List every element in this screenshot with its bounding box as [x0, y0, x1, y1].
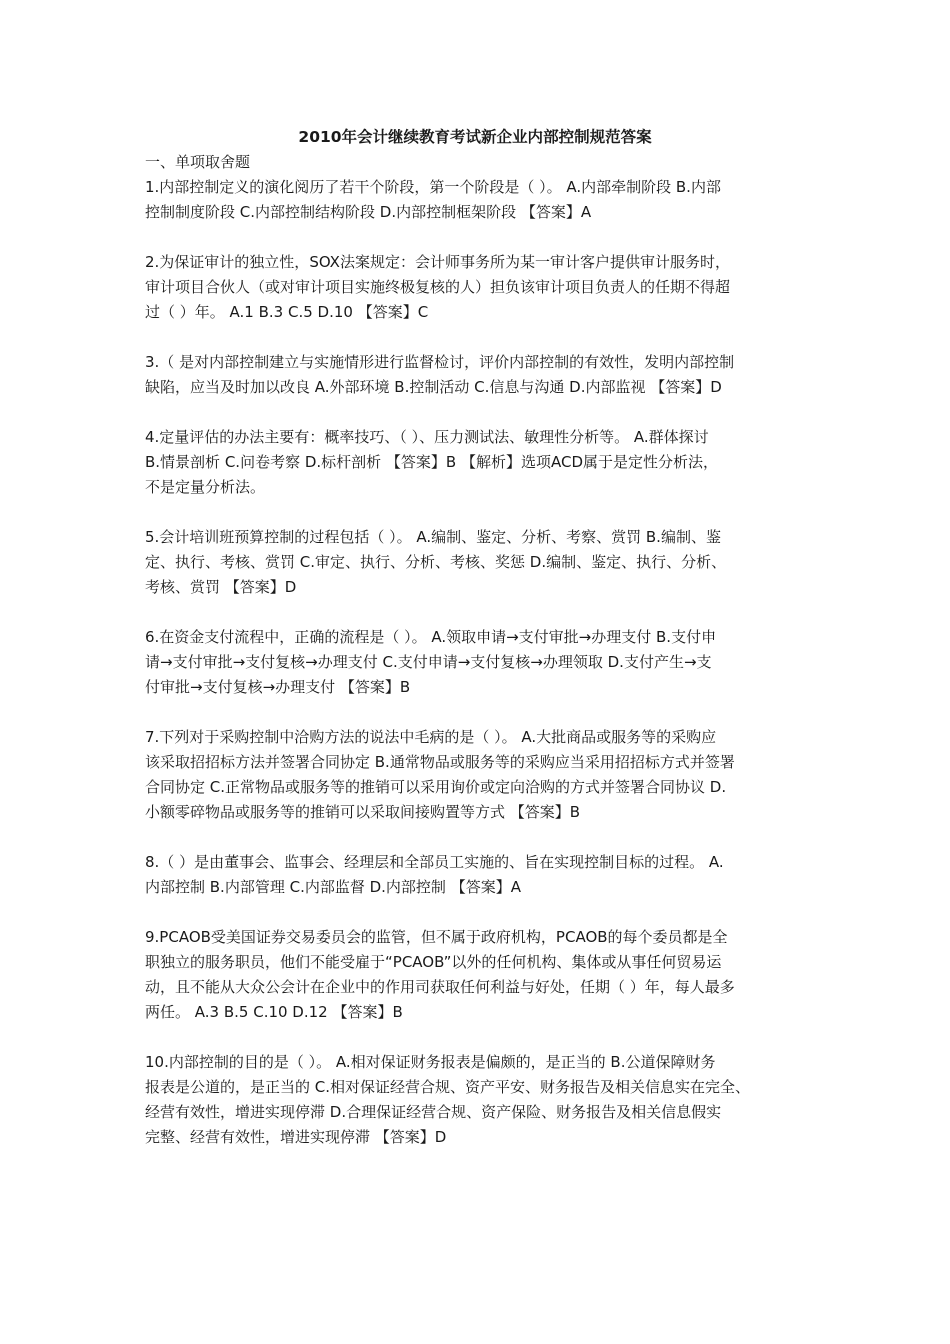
question-7 — [145, 725, 817, 825]
document-body — [145, 150, 817, 1150]
question-line: 报表是公道的，是正当的 C.相对保证经营合规、资产平安、财务报告及相关信息实在完全、 — [145, 1078, 751, 1096]
question-line: 考核、赏罚 【答案】D — [145, 578, 297, 596]
question-line: 1.内部控制定义的演化阅历了若干个阶段，第一个阶段是（ ）。 A.内部牵制阶段 B.内部 — [145, 178, 721, 196]
question-line: 过（ ）年。 A.1 B.3 C.5 D.10 【答案】C — [145, 303, 429, 321]
question-1 — [145, 175, 817, 225]
question-line: 5.会计培训班预算控制的过程包括（ ）。 A.编制、鉴定、分析、考察、赏罚 B.编制、鉴 — [145, 528, 721, 546]
question-line: 审计项目合伙人（或对审计项目实施终极复核的人）担负该审计项目负责人的任期不得超 — [145, 278, 731, 296]
question-8 — [145, 850, 817, 900]
question-line: 小额零碎物品或服务等的推销可以采取间接购置等方式 【答案】B — [145, 803, 581, 821]
question-line: 3.（ 是对内部控制建立与实施情形进行监督检讨，评价内部控制的有效性，发明内部控制 — [145, 353, 735, 371]
question-line: 6.在资金支付流程中，正确的流程是（ ）。 A.领取申请→支付审批→办理支付 B.支付申 — [145, 628, 717, 646]
question-10 — [145, 1050, 817, 1150]
question-line: 请→支付审批→支付复核→办理支付 C.支付申请→支付复核→办理领取 D.支付产生→支 — [145, 653, 712, 671]
question-5 — [145, 525, 817, 600]
question-line: 该采取招招标方法并签署合同协定 B.通常物品或服务等的采购应当采用招招标方式并签署 — [145, 753, 735, 771]
question-line: 8.（ ）是由董事会、监事会、经理层和全部员工实施的、旨在实现控制目标的过程。 A. — [145, 853, 724, 871]
question-line: 10.内部控制的目的是（ ）。 A.相对保证财务报表是偏颇的，是正当的 B.公道保障财务 — [145, 1053, 716, 1071]
question-line: 完整、经营有效性，增进实现停滞 【答案】D — [145, 1128, 447, 1146]
question-line: 经营有效性，增进实现停滞 D.合理保证经营合规、资产保险、财务报告及相关信息假实 — [145, 1103, 722, 1121]
question-line: 付审批→支付复核→办理支付 【答案】B — [145, 678, 411, 696]
question-line: B.情景剖析 C.问卷考察 D.标杆剖析 【答案】B 【解析】选项ACD属于是定性分析法， — [145, 453, 719, 471]
question-line: 定、执行、考核、赏罚 C.审定、执行、分析、考核、奖惩 D.编制、鉴定、执行、分析、 — [145, 553, 727, 571]
question-line: 2.为保证审计的独立性，SOX法案规定：会计师事务所为某一审计客户提供审计服务时， — [145, 253, 730, 271]
question-line: 合同协定 C.正常物品或服务等的推销可以采用询价或定向洽购的方式并签署合同协议 D. — [145, 778, 727, 796]
question-line: 7.下列对于采购控制中洽购方法的说法中毛病的是（ ）。 A.大批商品或服务等的采购应 — [145, 728, 717, 746]
question-line: 内部控制 B.内部管理 C.内部监督 D.内部控制 【答案】A — [145, 878, 521, 896]
section-heading: 一、单项取舍题 — [145, 153, 251, 171]
question-line: 动，且不能从大众公会计在企业中的作用司获取任何利益与好处，任期（ ）年，每人最多 — [145, 978, 735, 996]
question-2 — [145, 250, 817, 325]
question-line: 缺陷，应当及时加以改良 A.外部环境 B.控制活动 C.信息与沟通 D.内部监视 【答案】D — [145, 378, 722, 396]
document-title: 2010年会计继续教育考试新企业内部控制规范答案 — [298, 128, 652, 146]
question-line: 9.PCAOB受美国证券交易委员会的监管，但不属于政府机构，PCAOB的每个委员都是全 — [145, 928, 728, 946]
question-3 — [145, 350, 817, 400]
question-line: 不是定量分析法。 — [145, 478, 266, 496]
question-9 — [145, 925, 817, 1025]
question-line: 4.定量评估的办法主要有：概率技巧、（ ）、压力测试法、敏理性分析等。 A.群体探讨 — [145, 428, 709, 446]
question-6 — [145, 625, 817, 700]
question-4 — [145, 425, 817, 500]
question-line: 职独立的服务职员，他们不能受雇于“PCAOB”以外的任何机构、集体或从事任何贸易运 — [145, 953, 722, 971]
question-line: 两任。 A.3 B.5 C.10 D.12 【答案】B — [145, 1003, 403, 1021]
question-line: 控制制度阶段 C.内部控制结构阶段 D.内部控制框架阶段 【答案】A — [145, 203, 592, 221]
